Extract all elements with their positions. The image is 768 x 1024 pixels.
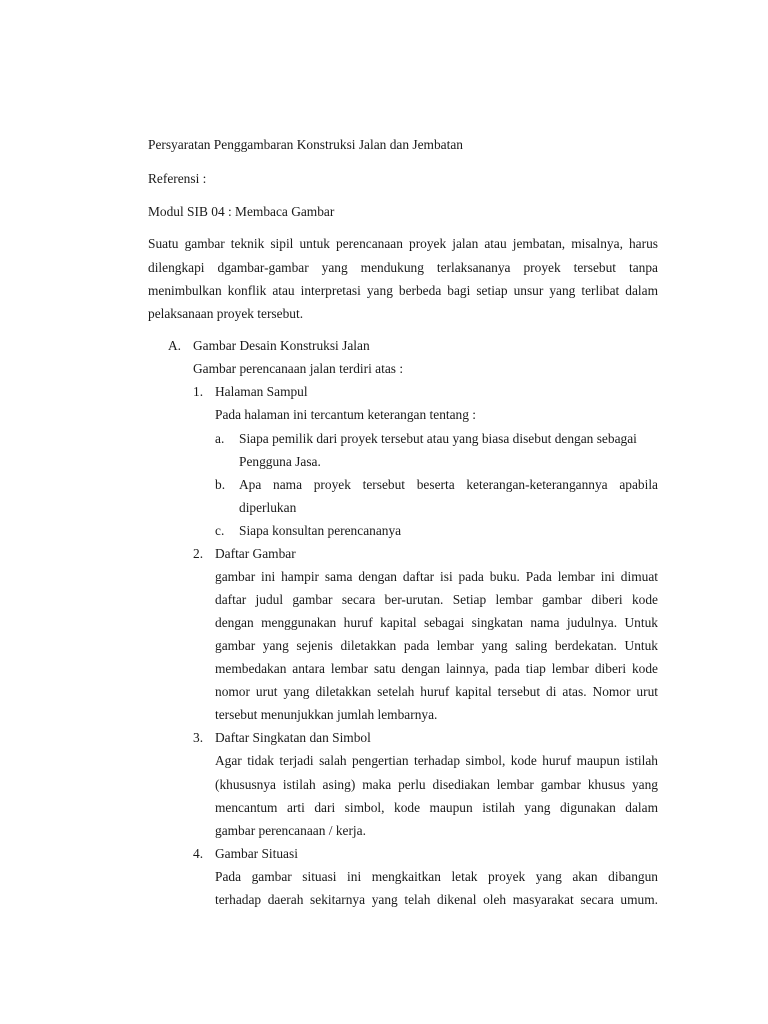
intro-line: Suatu gambar teknik sipil untuk perencanaan proyek jalan atau jembatan, misalnya, harus [148,236,658,251]
item-2-line: membedakan antara lembar satu dengan lainnya, pada tiap lembar diberi kode [215,661,658,676]
item-2-line: gambar yang sejenis diletakkan pada lembar yang saling berdekatan. Untuk [215,638,658,653]
document-title: Persyaratan Penggambaran Konstruksi Jalan dan Jembatan [148,137,463,152]
item-2-line: daftar judul gambar secara ber-urutan. Setiap lembar gambar diberi kode [215,592,658,607]
subitem-c-line: Siapa konsultan perencananya [239,523,402,538]
subitem-b-marker: b. [215,477,226,492]
item-1-title: Halaman Sampul [215,384,308,399]
item-2-line: gambar ini hampir sama dengan daftar isi pada buku. Pada lembar ini dimuat [215,569,658,584]
intro-line: menimbulkan konflik atau interpretasi yang berbeda bagi setiap unsur yang terlibat dalam [148,283,658,298]
referensi-label: Referensi : [148,171,207,186]
item-2-line: dengan menggunakan huruf kapital sebagai singkatan nama judulnya. Untuk [215,615,658,630]
item-3-line: gambar perencanaan / kerja. [215,823,366,838]
item-2-line: nomor urut yang diletakkan setelah huruf kapital tersebut di atas. Nomor urut [215,684,658,699]
subitem-a-marker: a. [215,431,225,446]
subitem-b-line: diperlukan [239,500,297,515]
item-3-title: Daftar Singkatan dan Simbol [215,730,371,745]
item-1-lead: Pada halaman ini tercantum keterangan tentang : [215,407,477,422]
subitem-c-marker: c. [215,523,225,538]
item-4-title: Gambar Situasi [215,846,298,861]
subitem-a-line: Pengguna Jasa. [239,454,321,469]
item-1-marker: 1. [193,384,204,399]
subitem-a-line: Siapa pemilik dari proyek tersebut atau yang biasa disebut dengan sebagai [239,431,637,446]
section-a-heading: Gambar Desain Konstruksi Jalan [193,338,370,353]
intro-line: pelaksanaan proyek tersebut. [148,306,304,321]
modul-reference: Modul SIB 04 : Membaca Gambar [148,204,335,219]
item-3-line: mencantum arti dari simbol, kode maupun istilah yang digunakan dalam [215,800,658,815]
section-a-marker: A. [168,338,182,353]
item-2-marker: 2. [193,546,204,561]
item-4-marker: 4. [193,846,204,861]
item-3-marker: 3. [193,730,204,745]
subitem-b-line: Apa nama proyek tersebut beserta keterangan-keterangannya apabila [239,477,658,492]
item-4-line: Pada gambar situasi ini mengkaitkan letak proyek yang akan dibangun [215,869,658,884]
item-3-line: (khususnya istilah asing) maka perlu disediakan lembar gambar khusus yang [215,777,658,792]
intro-line: dilengkapi dgambar-gambar yang mendukung terlaksananya proyek tersebut tanpa [148,260,658,275]
item-2-title: Daftar Gambar [215,546,296,561]
section-a-subheading: Gambar perencanaan jalan terdiri atas : [193,361,404,376]
item-3-line: Agar tidak terjadi salah pengertian terhadap simbol, kode huruf maupun istilah [215,753,658,768]
item-4-line: terhadap daerah sekitarnya yang telah dikenal oleh masyarakat secara umum. [215,892,658,907]
item-2-line: tersebut menunjukkan jumlah lembarnya. [215,707,438,722]
